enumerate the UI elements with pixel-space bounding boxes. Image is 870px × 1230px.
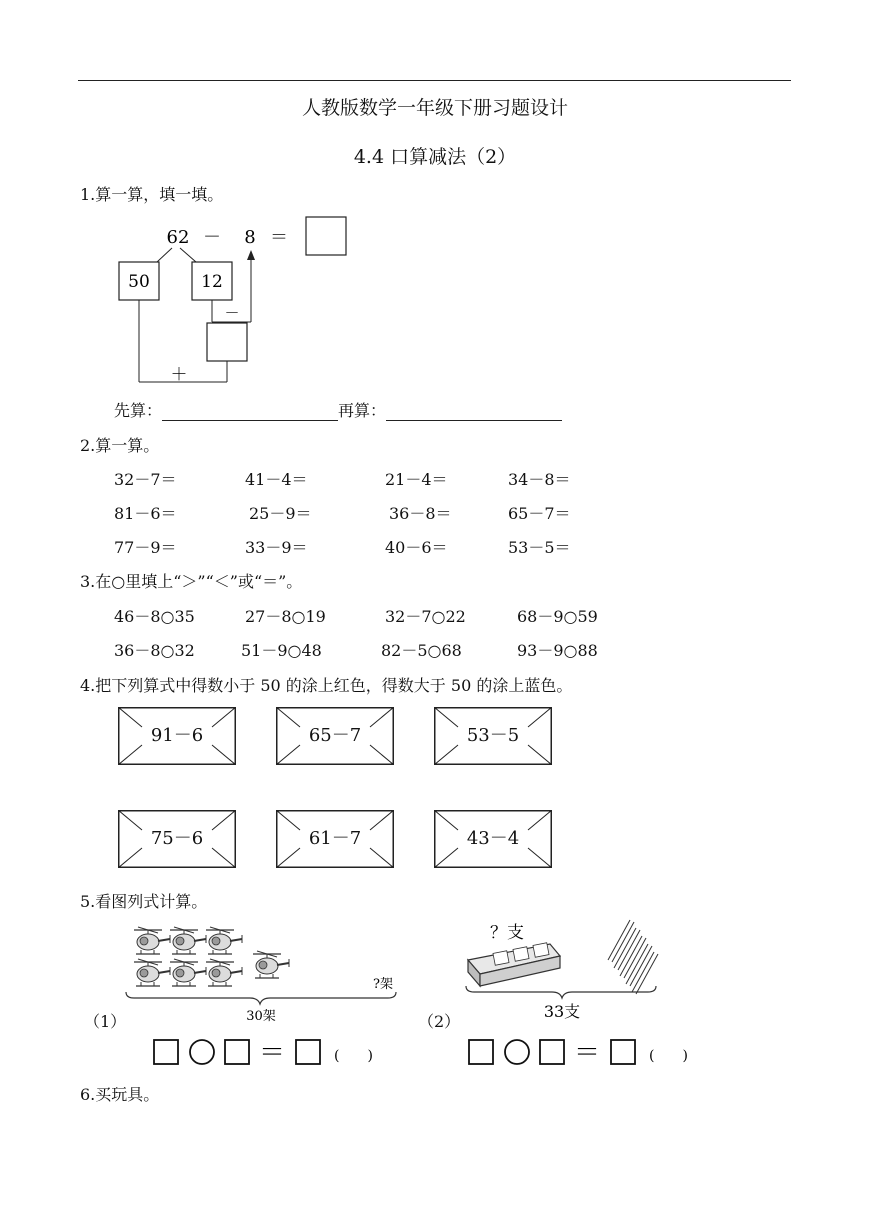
- helicopter-icon: [206, 959, 242, 986]
- answer-box: [225, 1040, 249, 1064]
- q4-card-expression: 53－5: [466, 725, 520, 746]
- q3-r1c3[interactable]: 32－7○22: [385, 607, 466, 626]
- q1-split-diagram: [110, 210, 370, 390]
- q2-r2c1: 81－6＝: [114, 504, 177, 523]
- q5-part2-total: 33支: [543, 1002, 581, 1021]
- q5-part1-paren: ( ): [334, 1048, 373, 1064]
- q5-part1-equals: ＝: [258, 1038, 286, 1067]
- q4-card[interactable]: [434, 810, 552, 868]
- page-title: 人教版数学一年级下册习题设计: [301, 97, 568, 119]
- q5-heading: 5.看图列式计算。: [80, 892, 208, 911]
- q5-part1-label: （1）: [84, 1012, 127, 1031]
- q4-card-expression: 65－7: [308, 725, 362, 746]
- q1-result-box: [306, 217, 346, 255]
- helicopter-icon: [134, 927, 170, 954]
- q2-r2c3: 36－8＝: [389, 504, 452, 523]
- q4-card-expression: 43－4: [466, 828, 520, 849]
- q2-r1c4: 34－8＝: [508, 470, 571, 489]
- q4-card[interactable]: [434, 707, 552, 765]
- q1-plus-sign: ＋: [170, 365, 188, 385]
- q2-r2c2: 25－9＝: [249, 504, 312, 523]
- q5-part2-unknown: ？支: [490, 923, 524, 943]
- q1-minus-sign: －: [224, 304, 240, 322]
- q4-card-expression: 91－6: [150, 725, 204, 746]
- q4-card-expression: 75－6: [150, 828, 204, 849]
- q4-card[interactable]: [118, 707, 236, 765]
- q1-middle-box: [207, 323, 247, 361]
- q6-heading: 6.买玩具。: [80, 1085, 160, 1104]
- q1-box-right-value: 12: [201, 272, 223, 292]
- helicopter-icon: [170, 959, 206, 986]
- q5-part1-answer-row: [152, 1037, 392, 1067]
- q5-part1-unknown: ?架: [373, 977, 393, 992]
- q1-steps: [114, 398, 562, 421]
- q1-top-eq: ＝: [270, 227, 288, 248]
- q5-part2-paren: ( ): [649, 1048, 688, 1064]
- q2-r3c3: 40－6＝: [385, 538, 448, 557]
- q5-part2-equals: ＝: [573, 1038, 601, 1067]
- q2-r2c4: 65－7＝: [508, 504, 571, 523]
- helicopter-icon: [206, 927, 242, 954]
- q1-heading: 1.算一算，填一填。: [80, 185, 224, 204]
- q5-helicopter-figure: [120, 918, 405, 1028]
- q4-card[interactable]: [276, 707, 394, 765]
- q2-r1c3: 21－4＝: [385, 470, 448, 489]
- q1-top-b: 8: [244, 227, 256, 248]
- q2-r1c2: 41－4＝: [245, 470, 308, 489]
- q3-r2c1[interactable]: 36－8○32: [114, 641, 195, 660]
- q4-card[interactable]: [118, 810, 236, 868]
- operator-circle: [190, 1040, 214, 1064]
- q1-box-left-value: 50: [128, 272, 150, 292]
- answer-box: [611, 1040, 635, 1064]
- q1-top-a: 62: [166, 227, 190, 248]
- top-rule: [78, 80, 791, 81]
- q5-pencil-figure: [460, 912, 665, 1027]
- q1-top-op: －: [203, 227, 221, 248]
- q2-r3c1: 77－9＝: [114, 538, 177, 557]
- operator-circle: [505, 1040, 529, 1064]
- q2-r3c2: 33－9＝: [245, 538, 308, 557]
- q3-r1c1[interactable]: 46－8○35: [114, 607, 195, 626]
- q1-then-blank[interactable]: [386, 401, 562, 421]
- q3-r2c4[interactable]: 93－9○88: [517, 641, 598, 660]
- q4-card[interactable]: [276, 810, 394, 868]
- answer-box: [296, 1040, 320, 1064]
- q2-r3c4: 53－5＝: [508, 538, 571, 557]
- answer-box: [540, 1040, 564, 1064]
- q3-r1c2[interactable]: 27－8○19: [245, 607, 326, 626]
- q3-heading: 3.在○里填上“＞”“＜”或“＝”。: [80, 572, 303, 591]
- q2-r1c1: 32－7＝: [114, 470, 177, 489]
- answer-box: [469, 1040, 493, 1064]
- q5-part2-label: （2）: [418, 1012, 461, 1031]
- q4-heading: 4.把下列算式中得数小于 50 的涂上红色，得数大于 50 的涂上蓝色。: [80, 676, 573, 695]
- q1-arrow-head: [247, 250, 255, 260]
- helicopter-icon: [170, 927, 206, 954]
- pencils-icon: [608, 920, 658, 994]
- q1-then-label: 再算：: [338, 401, 387, 420]
- q1-first-blank[interactable]: [162, 401, 338, 421]
- q1-first-label: 先算：: [114, 401, 163, 420]
- q3-r2c3[interactable]: 82－5○68: [381, 641, 462, 660]
- q3-r1c4[interactable]: 68－9○59: [517, 607, 598, 626]
- lesson-subtitle: 4.4 口算减法（2）: [353, 146, 517, 168]
- helicopter-icon: [253, 951, 289, 978]
- q2-heading: 2.算一算。: [80, 436, 160, 455]
- q5-part1-total: 30架: [246, 1009, 276, 1024]
- pencil-box-icon: [468, 943, 560, 986]
- q4-card-expression: 61－7: [308, 828, 362, 849]
- helicopter-icon: [134, 959, 170, 986]
- q3-r2c2[interactable]: 51－9○48: [241, 641, 322, 660]
- q5-part2-answer-row: [467, 1037, 707, 1067]
- answer-box: [154, 1040, 178, 1064]
